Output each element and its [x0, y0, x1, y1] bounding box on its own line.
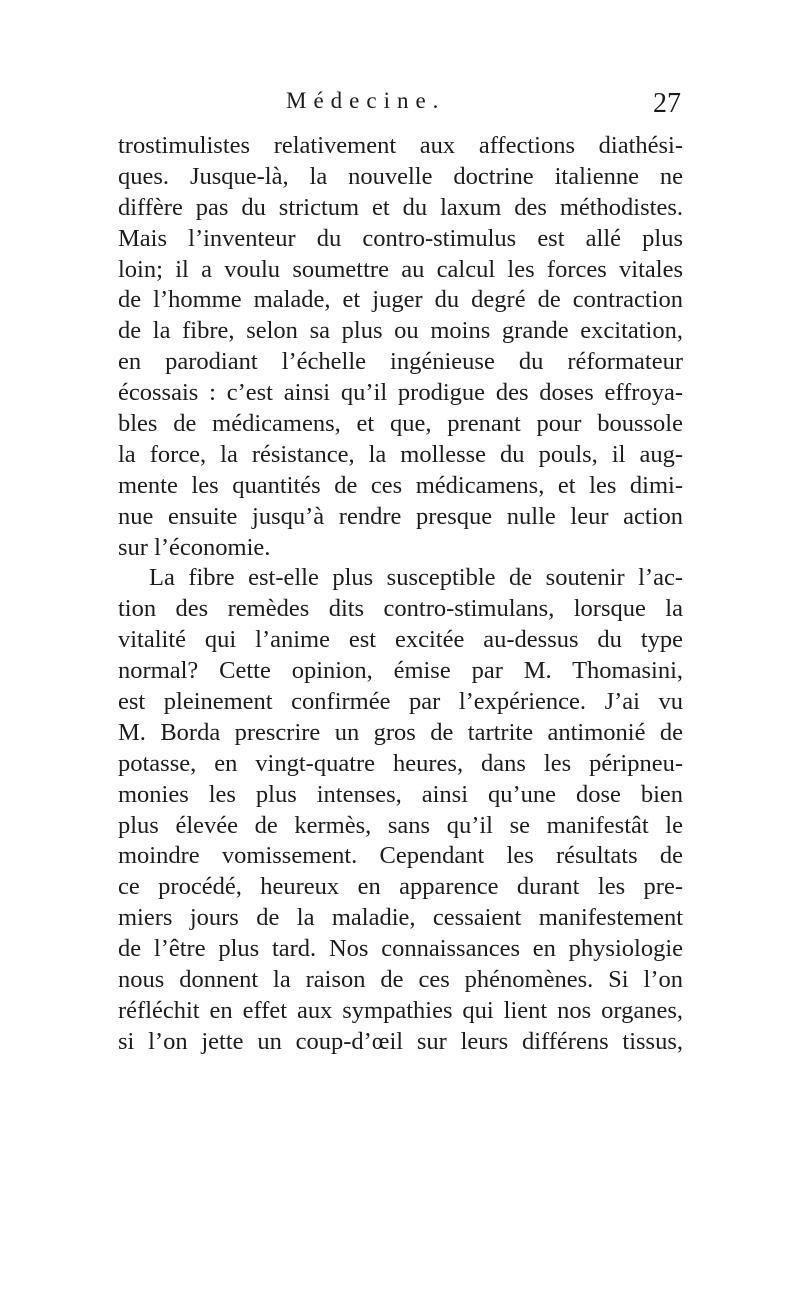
text-line: nous donnent la raison de ces phénomènes. Si l’on	[118, 966, 683, 994]
running-head-title: Médecine.	[286, 88, 446, 113]
paragraph-2	[118, 563, 683, 1057]
paragraph-1	[118, 131, 683, 563]
text-line: réfléchit en effet aux sympathies qui lient nos organes,	[118, 996, 683, 1024]
text-line: tion des remèdes dits contro-stimulans, lorsque la	[118, 595, 683, 623]
text-line: nue ensuite jusqu’à rendre presque nulle leur action	[118, 502, 683, 530]
text-line: plus élevée de kermès, sans qu’il se manifestât le	[118, 811, 683, 839]
text-line: est pleinement confirmée par l’expérience. J’ai vu	[118, 688, 683, 716]
running-head	[118, 88, 683, 124]
text-line: normal? Cette opinion, émise par M. Thomasini,	[118, 657, 683, 685]
text-line: écossais : c’est ainsi qu’il prodigue des doses effroya-	[118, 379, 683, 407]
text-line: si l’on jette un coup-d’œil sur leurs différens tissus,	[118, 1027, 683, 1055]
text-line: moindre vomissement. Cependant les résultats de	[118, 842, 683, 870]
text-line: en parodiant l’échelle ingénieuse du réformateur	[118, 348, 683, 376]
text-line: mente les quantités de ces médicamens, et les dimi-	[118, 471, 683, 499]
text-line: trostimulistes relativement aux affections diathési-	[118, 132, 683, 159]
page-number: 27	[653, 88, 681, 119]
text-line: de l’être plus tard. Nos connaissances en physiologie	[118, 935, 683, 963]
text-line: miers jours de la maladie, cessaient manifestement	[118, 904, 683, 932]
text-line: ques. Jusque-là, la nouvelle doctrine italienne ne	[118, 162, 683, 190]
text-line: de la fibre, selon sa plus ou moins grande excitation,	[118, 317, 683, 345]
text-line: sur l’économie.	[118, 533, 271, 561]
text-line: M. Borda prescrire un gros de tartrite antimonié de	[118, 718, 683, 746]
text-line: la force, la résistance, la mollesse du pouls, il aug-	[118, 440, 683, 468]
text-line: Mais l’inventeur du contro-stimulus est allé plus	[118, 224, 683, 252]
text-line: vitalité qui l’anime est excitée au-dessus du type	[118, 626, 683, 654]
text-line: diffère pas du strictum et du laxum des méthodistes.	[118, 193, 683, 221]
text-line: bles de médicamens, et que, prenant pour boussole	[118, 410, 683, 438]
text-line: loin; il a voulu soumettre au calcul les forces vitales	[118, 255, 683, 283]
text-line: ce procédé, heureux en apparence durant les pre-	[118, 873, 683, 901]
text-line: potasse, en vingt-quatre heures, dans les péripneu-	[118, 749, 683, 777]
body-text	[118, 131, 683, 1058]
text-line: La fibre est-elle plus susceptible de soutenir l’ac-	[149, 564, 683, 592]
text-line: de l’homme malade, et juger du degré de contraction	[118, 286, 683, 314]
text-line: monies les plus intenses, ainsi qu’une dose bien	[118, 780, 683, 808]
